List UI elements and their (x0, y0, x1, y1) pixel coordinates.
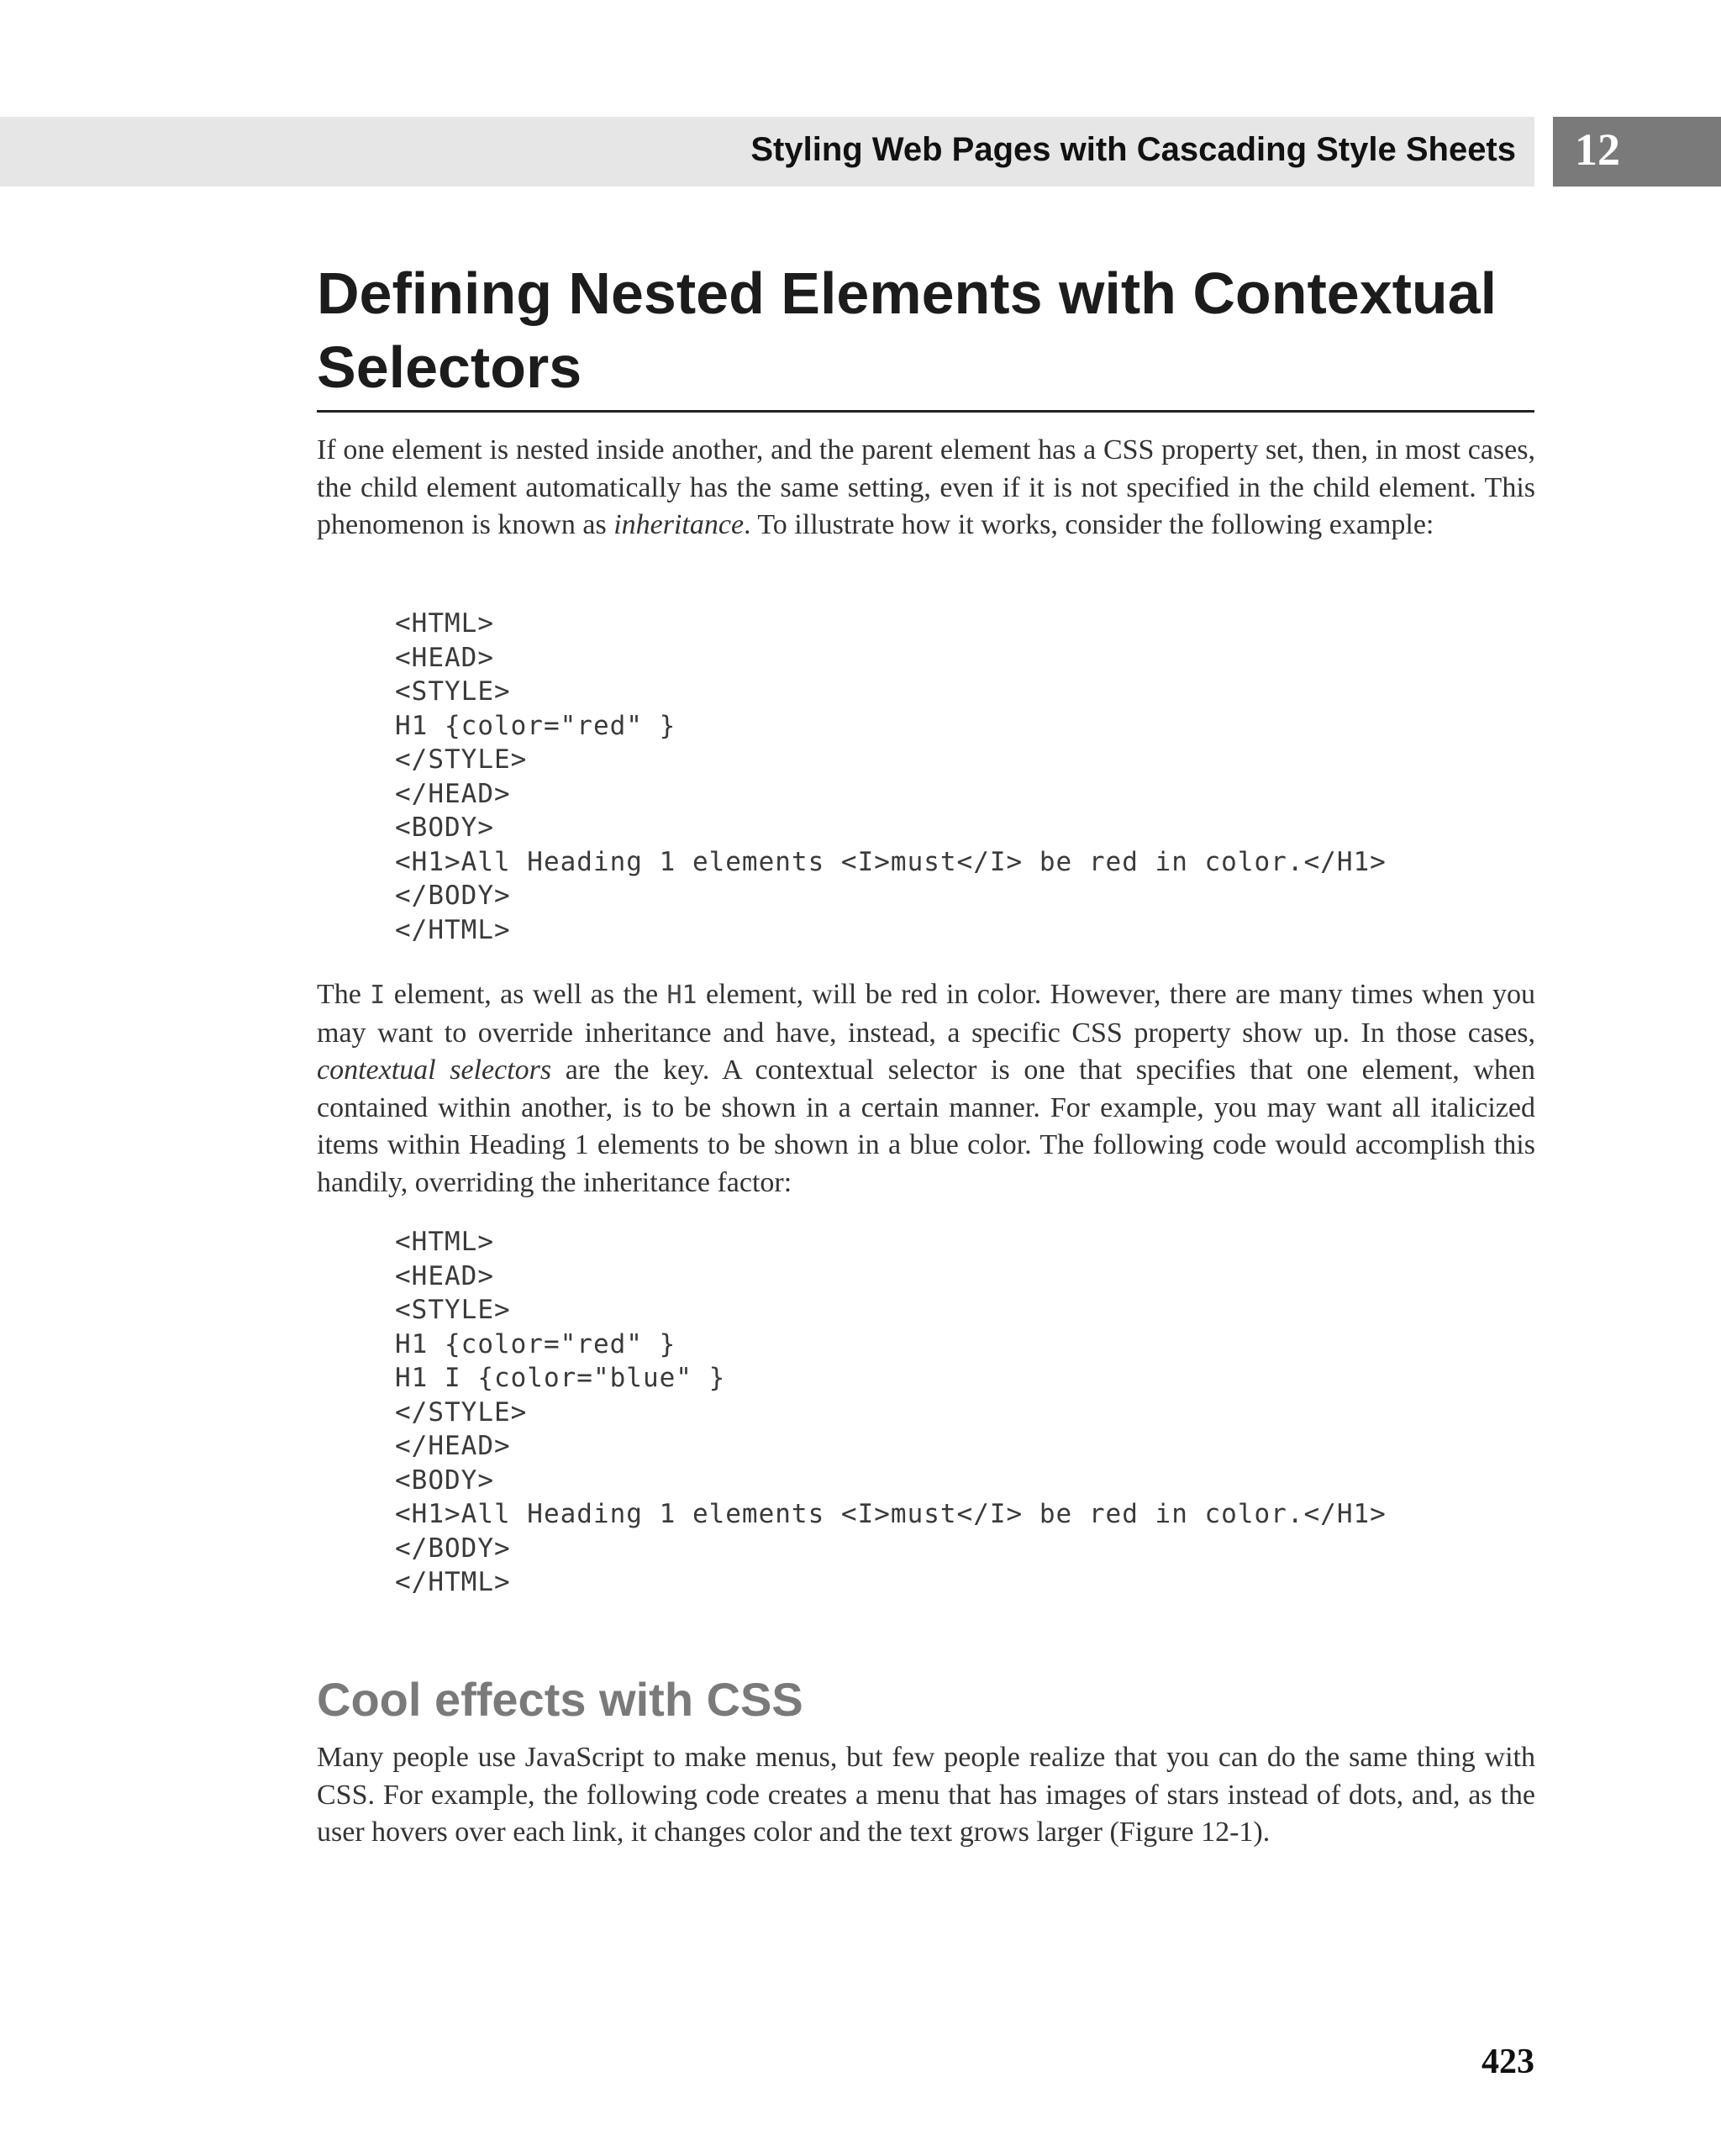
code-line: </BODY> (395, 881, 511, 911)
code-line: <STYLE> (395, 676, 511, 707)
heading-rule (317, 410, 1534, 413)
paragraph-inheritance (317, 432, 1535, 544)
paragraph-cool-effects: Many people use JavaScript to make menus, but few people realize that you can do the same thing with CSS. For example, the following code creates a menu that has images of stars instead of dots, and, as the user hovers over each link, it changes color and the text grows larger (Figure 12-1). (317, 1742, 1535, 1848)
code-line: <H1>All Heading 1 elements <I>must</I> be red in color.</H1> (395, 1499, 1387, 1529)
code-line: <HEAD> (395, 1260, 494, 1291)
code-line: <STYLE> (395, 1295, 511, 1325)
paragraph-contextual-selectors (317, 976, 1535, 1202)
code-line: </STYLE> (395, 1396, 528, 1428)
para2-text-a: The (317, 979, 371, 1010)
section-heading: Defining Nested Elements with Contextual Selectors (317, 260, 1497, 400)
para1-text-b: . To illustrate how it works, consider the following example: (744, 509, 1434, 540)
code-line: <HTML> (395, 608, 494, 639)
code-line: <H1>All Heading 1 elements <I>must</I> be red in color.</H1> (395, 846, 1387, 877)
para1-text-a: If one element is nested inside another, and the parent element has a CSS property set, then, in most cases, the child element automatically has the same setting, even if it is not specified in the child element. This phenomenon is known as (317, 434, 1535, 540)
para2-text-b: element, as well as the (385, 979, 667, 1010)
code-line: <HTML> (395, 1227, 494, 1257)
term-inheritance: inheritance (613, 509, 745, 540)
code-line: <BODY> (395, 812, 494, 843)
chapter-number: 12 (1575, 124, 1620, 175)
code-line: </STYLE> (395, 744, 528, 775)
code-line: </HEAD> (395, 778, 511, 809)
code-example-1 (395, 607, 1387, 947)
code-line: H1 {color="red" } (395, 1328, 676, 1359)
code-line: </HTML> (395, 1567, 511, 1597)
code-example-2 (395, 1225, 1387, 1600)
code-line: <HEAD> (395, 642, 494, 673)
para2-text-c: element, will be red in color. However, there are many times when you may want to override inheritance and have, instead, a specific CSS property show up. In those cases, (317, 979, 1536, 1049)
subsection-heading: Cool effects with CSS (317, 1673, 803, 1726)
inline-code-h1: H1 (666, 981, 697, 1010)
code-line: </HTML> (395, 914, 511, 945)
page-number: 423 (1482, 2043, 1534, 2081)
code-line: H1 {color="red" } (395, 710, 676, 741)
code-line: </HEAD> (395, 1431, 511, 1461)
inline-code-i: I (370, 981, 386, 1010)
code-line: </BODY> (395, 1533, 511, 1564)
code-line: <BODY> (395, 1465, 494, 1496)
running-header-title: Styling Web Pages with Cascading Style Sheets (750, 131, 1516, 168)
code-line: H1 I {color="blue" } (395, 1363, 726, 1393)
term-contextual-selectors: contextual selectors (317, 1054, 552, 1086)
para2-text-d: are the key. A contextual selector is one that specifies that one element, when contained within another, is to be shown in a certain manner. For example, you may want all italicized items within Heading 1 elements to be shown in a blue color. The following code would accomplish this handily, overriding the inheritance factor: (317, 1054, 1535, 1198)
